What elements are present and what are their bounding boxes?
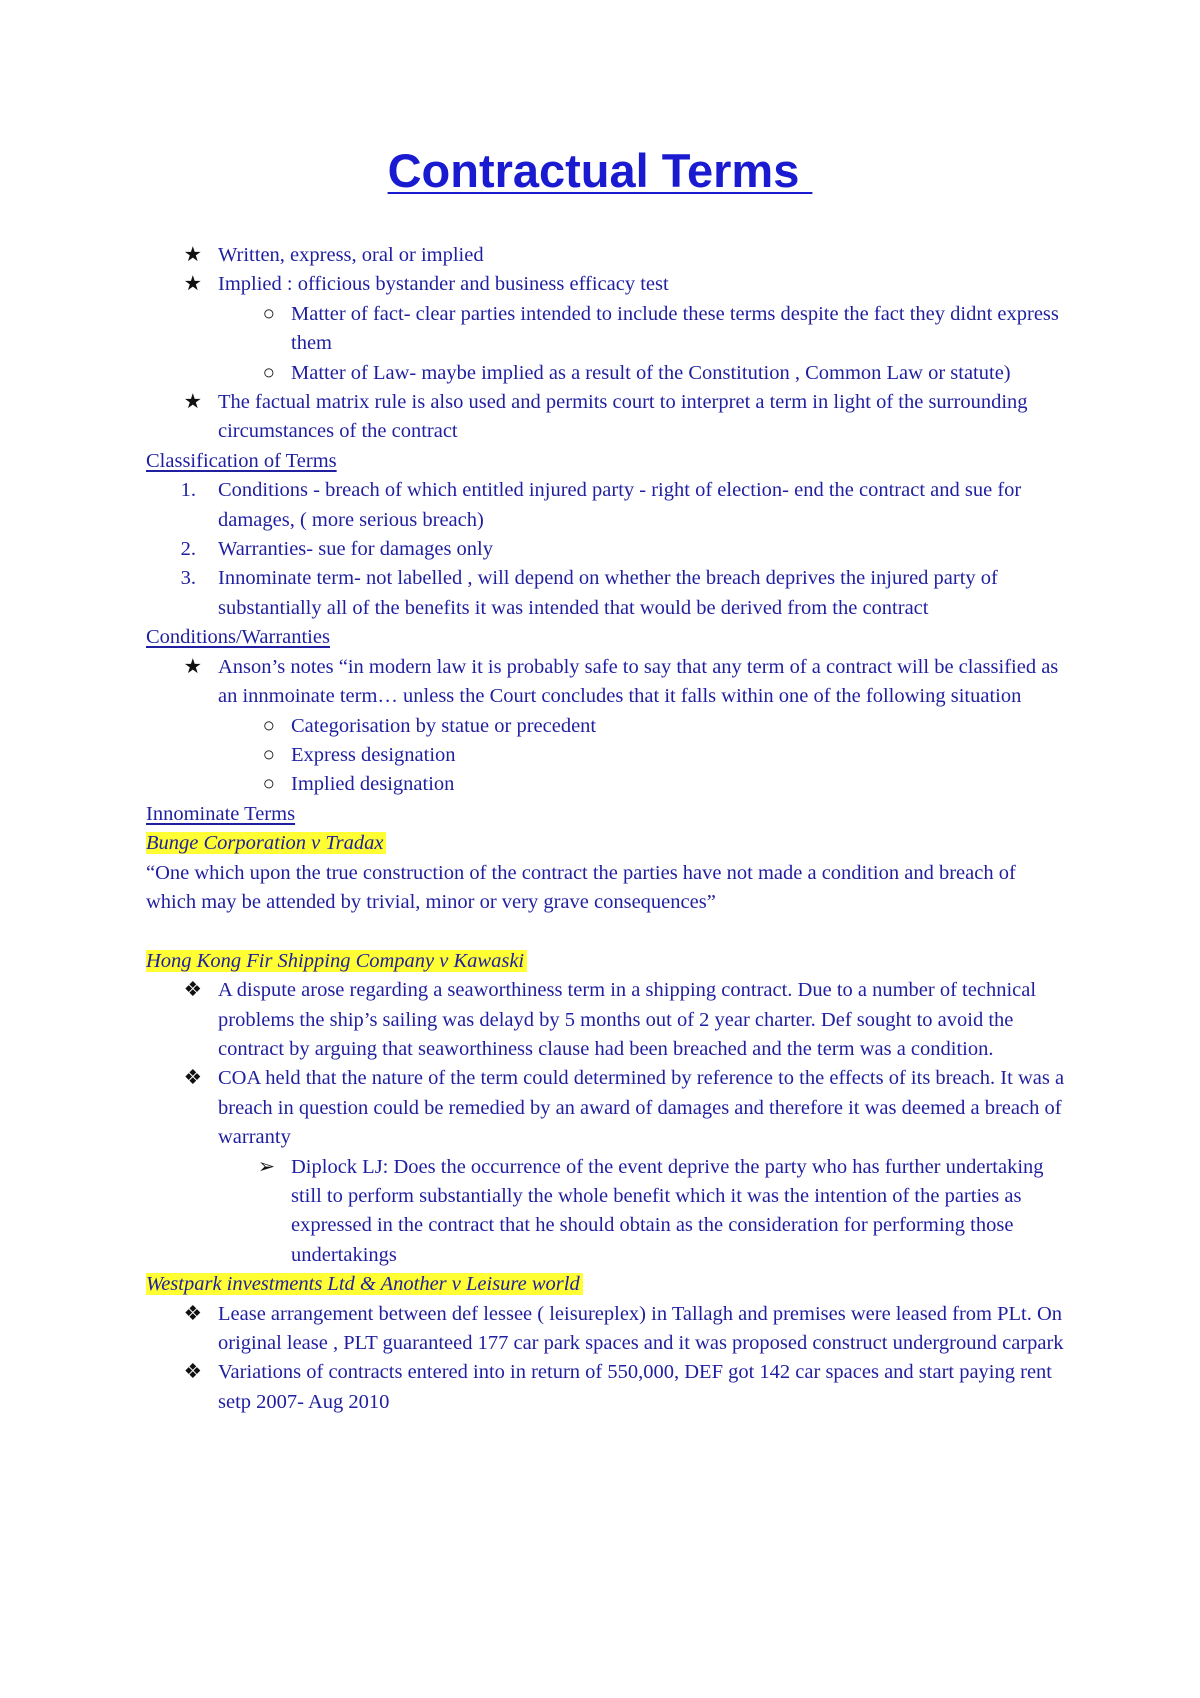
list-item: ★ Implied : officious bystander and business efficacy test	[146, 270, 1066, 299]
diamond-bullet-icon: ❖	[183, 979, 202, 1002]
list-item: ★ Written, express, oral or implied	[146, 241, 1066, 270]
circle-bullet-icon: ○	[262, 714, 275, 737]
case-name: Bunge Corporation v Tradax	[146, 829, 1066, 858]
star-bullet-icon: ★	[183, 391, 202, 414]
star-bullet-icon: ★	[183, 244, 202, 266]
diamond-bullet-icon: ❖	[183, 1302, 202, 1325]
circle-bullet-icon: ○	[262, 361, 275, 384]
diamond-bullet-icon: ❖	[183, 1361, 202, 1384]
numbered-item: 1. Conditions - breach of which entitled injured party - right of election- end the contract and sue for damages, ( more serious breach)	[180, 479, 1022, 531]
case-name: Hong Kong Fir Shipping Company v Kawaski	[146, 947, 1066, 976]
document-body	[146, 241, 1066, 1417]
circle-bullet-icon: ○	[262, 773, 275, 796]
circle-bullet-icon: ○	[262, 743, 275, 766]
list-item: ❖ COA held that the nature of the term could determined by reference to the effects of its breach. It was a breach in question could be remedied by an award of damages and therefore it was deemed a breach of warranty	[146, 1064, 1066, 1152]
circle-bullet-icon: ○	[262, 302, 275, 325]
sub-list-item: ○ Express designation	[146, 741, 1066, 770]
sub-list-item: ○ Implied designation	[146, 770, 1066, 799]
list-item: ★ The factual matrix rule is also used and permits court to interpret a term in light of the surrounding circumstances of the contract	[146, 388, 1066, 447]
sub-list-item: ➢ Diplock LJ: Does the occurrence of the event deprive the party who has further undertaking still to perform substantially the whole benefit which it was the intention of the parties as expressed in the contract that he should obtain as the consideration for performing those undertakings	[146, 1153, 1066, 1271]
star-bullet-icon: ★	[183, 273, 202, 296]
sub-list-item: ○ Matter of Law- maybe implied as a result of the Constitution , Common Law or statute)	[146, 359, 1066, 388]
sub-list-item: ○ Categorisation by statue or precedent	[146, 712, 1066, 741]
list-item: ❖ A dispute arose regarding a seaworthiness term in a shipping contract. Due to a number of technical problems the ship’s sailing was delayd by 5 months out of 2 year charter. Def sought to avoid the contract by arguing that seaworthiness clause had been breached and the term was a condition.	[146, 976, 1066, 1064]
list-item: ★ Anson’s notes “in modern law it is probably safe to say that any term of a contract will be classified as an innmoinate term… unless the Court concludes that it falls within one of the following situation	[146, 653, 1066, 712]
numbered-item: 2. Warranties- sue for damages only	[180, 538, 493, 561]
list-item: ❖ Variations of contracts entered into in return of 550,000, DEF got 142 car spaces and start paying rent setp 2007- Aug 2010	[146, 1358, 1066, 1417]
diamond-bullet-icon: ❖	[183, 1067, 202, 1090]
section-heading-innominate: Innominate Terms	[146, 802, 296, 825]
case-name: Westpark investments Ltd & Another v Leisure world	[146, 1270, 1066, 1299]
sub-list-item: ○ Matter of fact- clear parties intended to include these terms despite the fact they didnt express them	[146, 300, 1066, 359]
section-heading-conditions: Conditions/Warranties	[146, 626, 330, 649]
list-item: ❖ Lease arrangement between def lessee ( leisureplex) in Tallagh and premises were leased from PLt. On original lease , PLT guaranteed 177 car park spaces and it was proposed construct underground carpark	[146, 1300, 1066, 1359]
numbered-item: 3. Innominate term- not labelled , will depend on whether the breach deprives the injured party of substantially all of the benefits it was intended that would be derived from the contract	[180, 567, 998, 619]
section-heading-classification: Classification of Terms	[146, 449, 337, 472]
star-bullet-icon: ★	[183, 655, 202, 678]
arrow-bullet-icon: ➢	[257, 1155, 275, 1178]
page-title: Contractual Terms	[387, 144, 813, 197]
case-quote: “One which upon the true construction of the contract the parties have not made a condition and breach of which may be attended by trivial, minor or very grave consequences”	[146, 861, 1016, 913]
